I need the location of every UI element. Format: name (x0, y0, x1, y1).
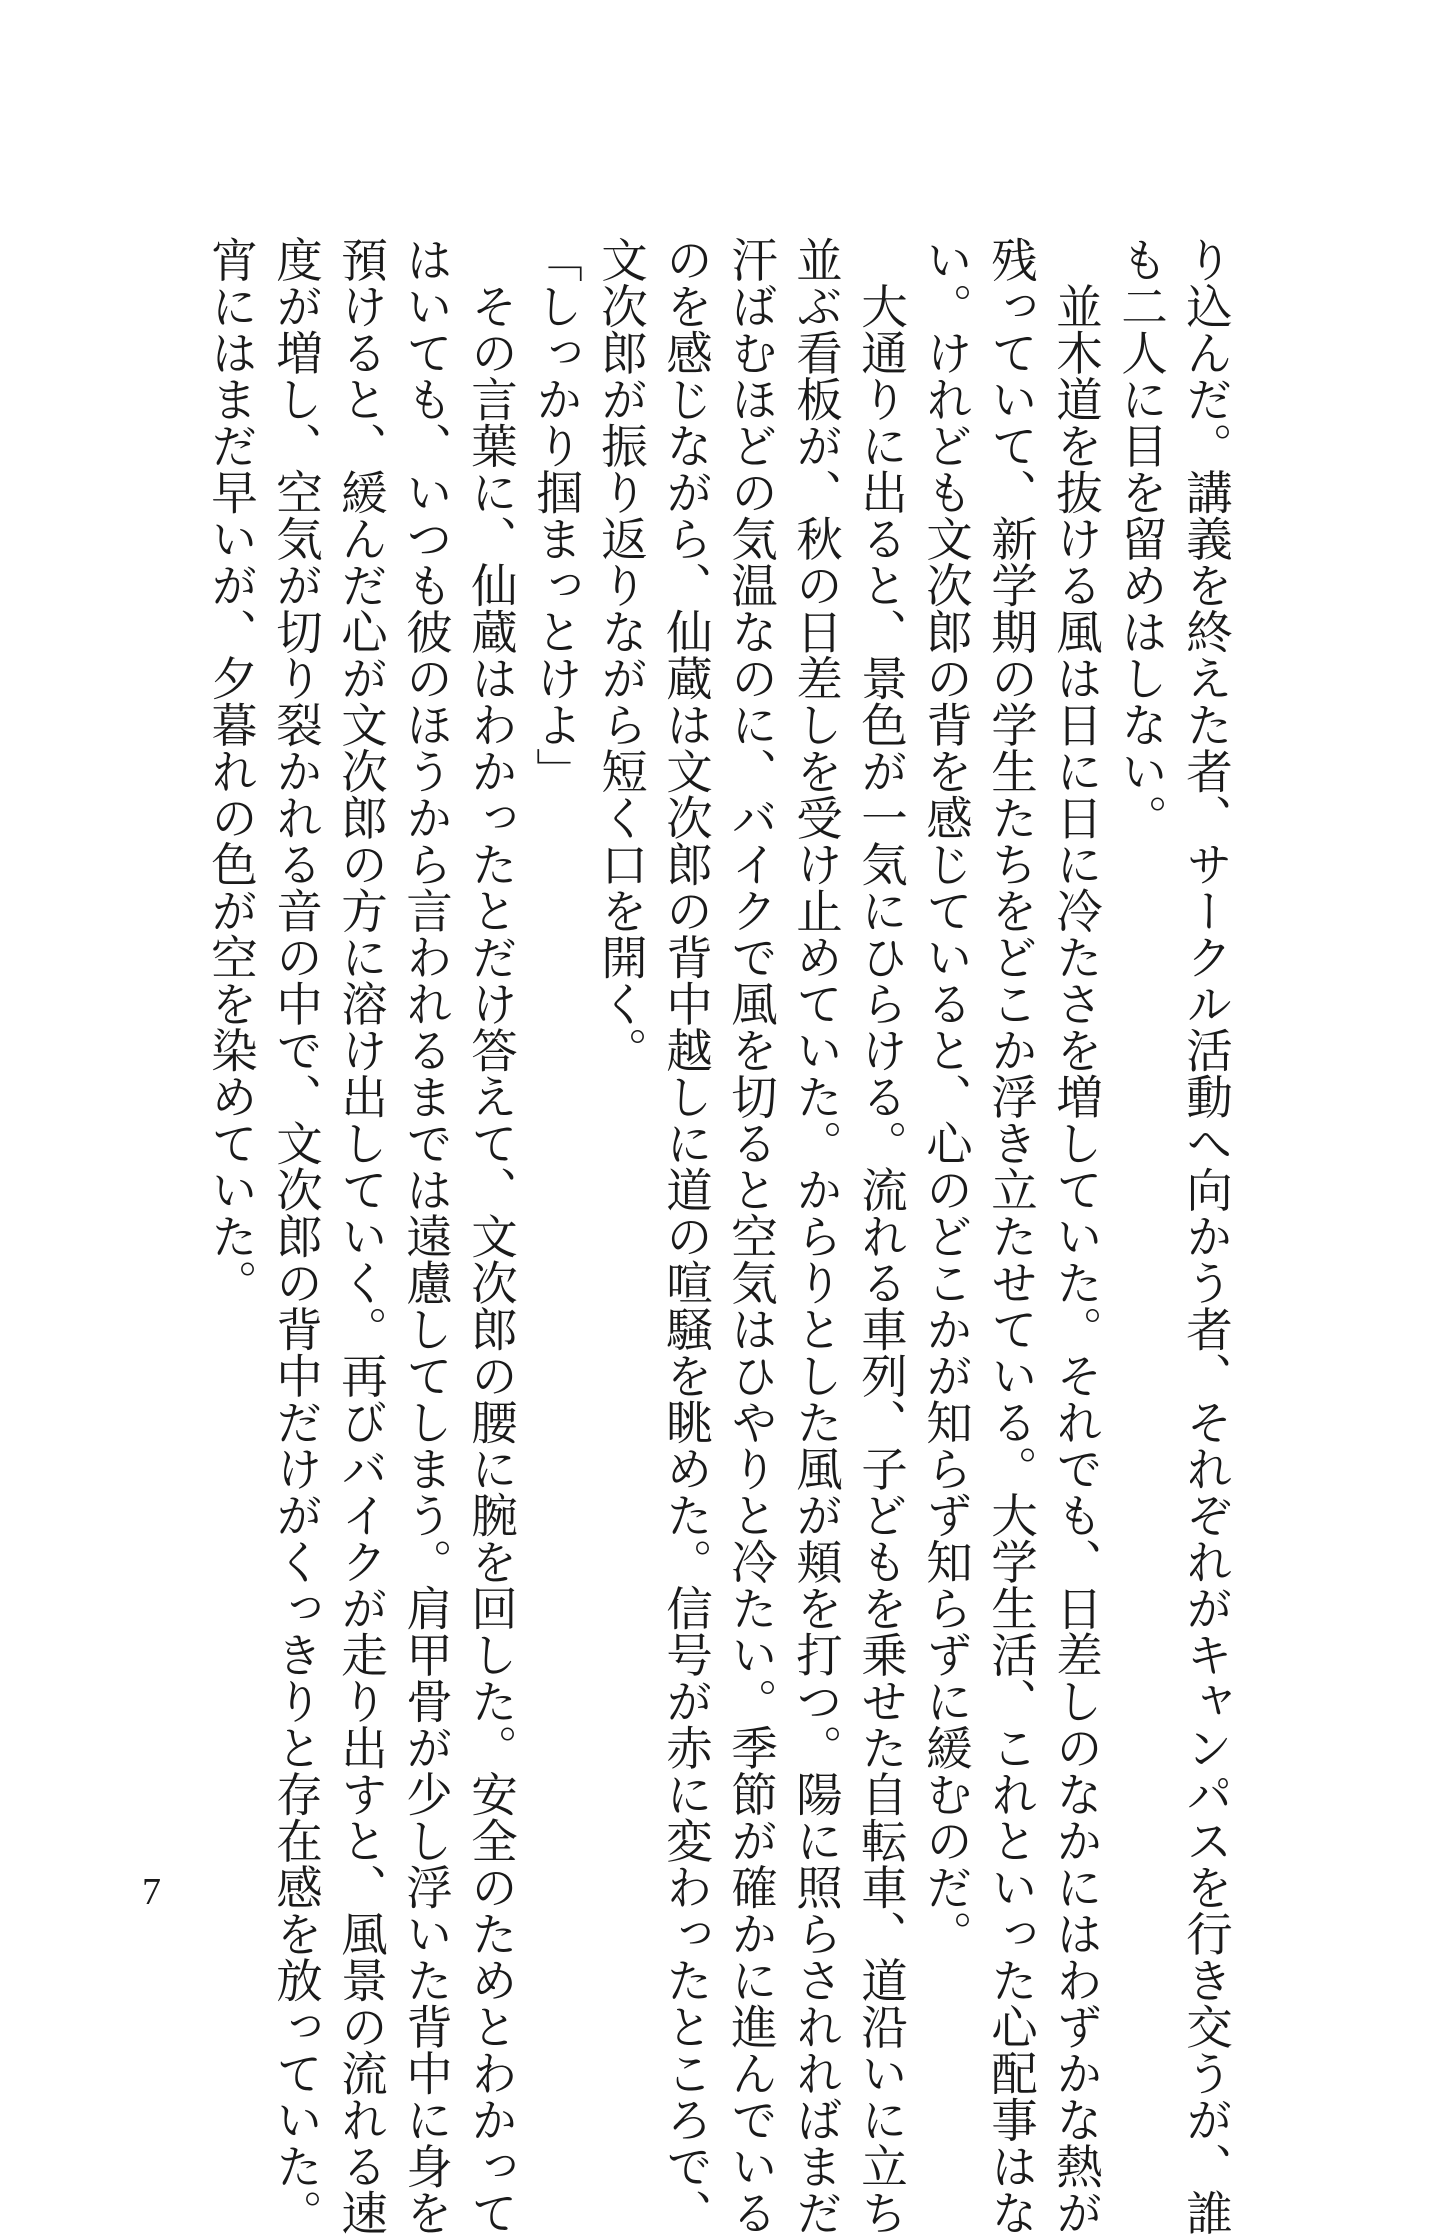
text-column-12: その言葉に、仙蔵はわかったとだけ答えて、文次郎の腰に腕を回した。安全のためとわかって (464, 236, 518, 2236)
text-column-8: 汗ばむほどの気温なのに、バイクで風を切ると空気はひやりと冷たい。季節が確かに進んでいる (724, 236, 778, 2236)
text-column-16: 宵にはまだ早いが、夕暮れの色が空を染めていた。 (204, 236, 258, 1306)
text-column-13: はいても、いつも彼のほうから言われるまでは遠慮してしまう。肩甲骨が少し浮いた背中に身を (399, 236, 453, 2236)
text-column-2: も二人に目を留めはしない。 (1114, 236, 1168, 841)
text-column-5: い。けれども文次郎の背を感じていると、心のどこかが知らず知らずに緩むのだ。 (919, 236, 973, 1957)
text-column-7: 並ぶ看板が、秋の日差しを受け止めていた。からりとした風が頬を打つ。陽に照らされればまだ (789, 236, 843, 2236)
page-number: 7 (142, 1871, 161, 1913)
text-column-15: 度が増し、空気が切り裂かれる音の中で、文次郎の背中だけがくっきりと存在感を放っていた。 (269, 236, 323, 2236)
text-column-14: 預けると、緩んだ心が文次郎の方に溶け出していく。再びバイクが走り出すと、風景の流れる速 (334, 236, 388, 2236)
text-column-9: のを感じながら、仙蔵は文次郎の背中越しに道の喧騒を眺めた。信号が赤に変わったところで、 (659, 236, 713, 2236)
dialogue-column: 「しっかり掴まっとけよ」 (529, 236, 583, 794)
text-column-6: 大通りに出ると、景色が一気にひらける。流れる車列、子どもを乗せた自転車、道沿いに立ち (854, 236, 908, 2236)
text-column-4: 残っていて、新学期の学生たちをどこか浮き立たせている。大学生活、これといった心配事はな (984, 236, 1038, 2236)
text-column-3: 並木道を抜ける風は日に日に冷たさを増していた。それでも、日差しのなかにはわずかな熱が (1049, 236, 1103, 2236)
vertical-text-body (198, 236, 1238, 2236)
text-column-10: 文次郎が振り返りながら短く口を開く。 (594, 236, 648, 1073)
text-column-1: り込んだ。講義を終えた者、サークル活動へ向かう者、それぞれがキャンパスを行き交うが、誰 (1179, 236, 1233, 2236)
